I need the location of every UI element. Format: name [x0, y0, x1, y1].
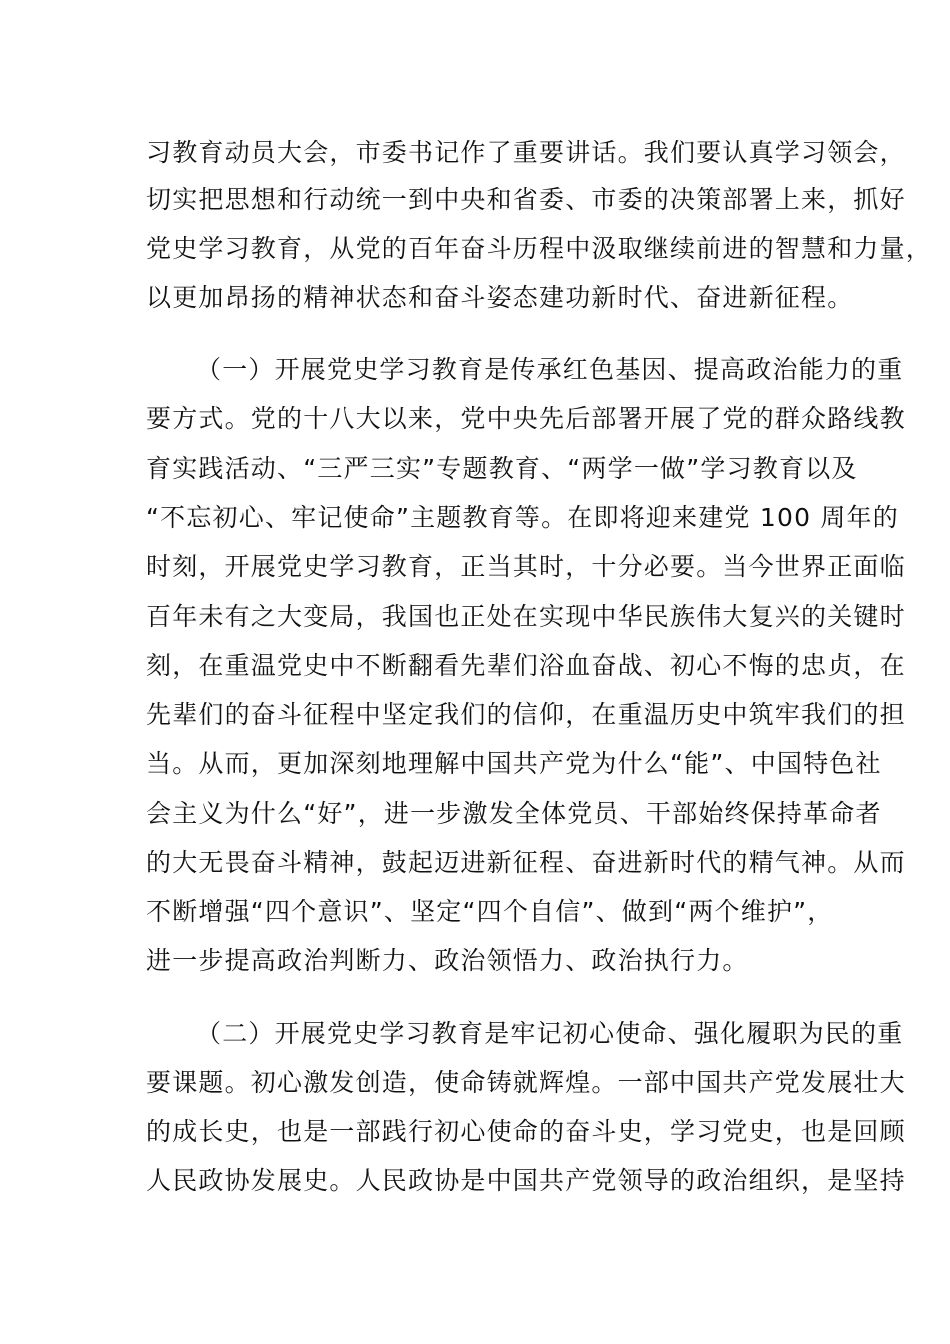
- section-heading-line: （二）开展党史学习教育是牢记初心使命、强化履职为民的重: [196, 1019, 904, 1048]
- body-text-line: 的大无畏奋斗精神，鼓起迈进新征程、奋进新时代的精气神。从而: [146, 848, 906, 877]
- section-heading-line: （一）开展党史学习教育是传承红色基因、提高政治能力的重: [196, 355, 904, 384]
- body-text-line: 先辈们的奋斗征程中坚定我们的信仰，在重温历史中筑牢我们的担: [146, 700, 906, 729]
- body-text-line: 当。从而，更加深刻地理解中国共产党为什么“能”、中国特色社: [146, 749, 882, 778]
- body-text-line: 时刻，开展党史学习教育，正当其时，十分必要。当今世界正面临: [146, 552, 906, 581]
- body-text-line: “不忘初心、牢记使命”主题教育等。在即将迎来建党 100 周年的: [146, 503, 899, 532]
- body-text-line: 习教育动员大会，市委书记作了重要讲话。我们要认真学习领会，: [146, 138, 906, 167]
- body-text-line: 进一步提高政治判断力、政治领悟力、政治执行力。: [146, 946, 749, 975]
- body-text-line: 人民政协发展史。人民政协是中国共产党领导的政治组织，是坚持: [146, 1166, 906, 1195]
- body-text-line: 会主义为什么“好”，进一步激发全体党员、干部始终保持革命者: [146, 799, 882, 828]
- body-text-line: 切实把思想和行动统一到中央和省委、市委的决策部署上来，抓好: [146, 185, 906, 214]
- body-text-line: 要方式。党的十八大以来，党中央先后部署开展了党的群众路线教: [146, 404, 906, 433]
- body-text-line: 的成长史，也是一部践行初心使命的奋斗史，学习党史，也是回顾: [146, 1117, 906, 1146]
- body-text-line: 百年未有之大变局，我国也正处在实现中华民族伟大复兴的关键时: [146, 602, 906, 631]
- body-text-line: 要课题。初心激发创造，使命铸就辉煌。一部中国共产党发展壮大: [146, 1068, 906, 1097]
- body-text-line: 育实践活动、“三严三实”专题教育、“两学一做”学习教育以及: [146, 454, 858, 483]
- body-text-line: 党史学习教育，从党的百年奋斗历程中汲取继续前进的智慧和力量，: [146, 234, 933, 263]
- body-text-line: 不断增强“四个意识”、坚定“四个自信”、做到“两个维护”，: [146, 897, 834, 926]
- body-text-line: 刻，在重温党史中不断翻看先辈们浴血奋战、初心不悔的忠贞，在: [146, 651, 906, 680]
- body-text-line: 以更加昂扬的精神状态和奋斗姿态建功新时代、奋进新征程。: [146, 283, 854, 312]
